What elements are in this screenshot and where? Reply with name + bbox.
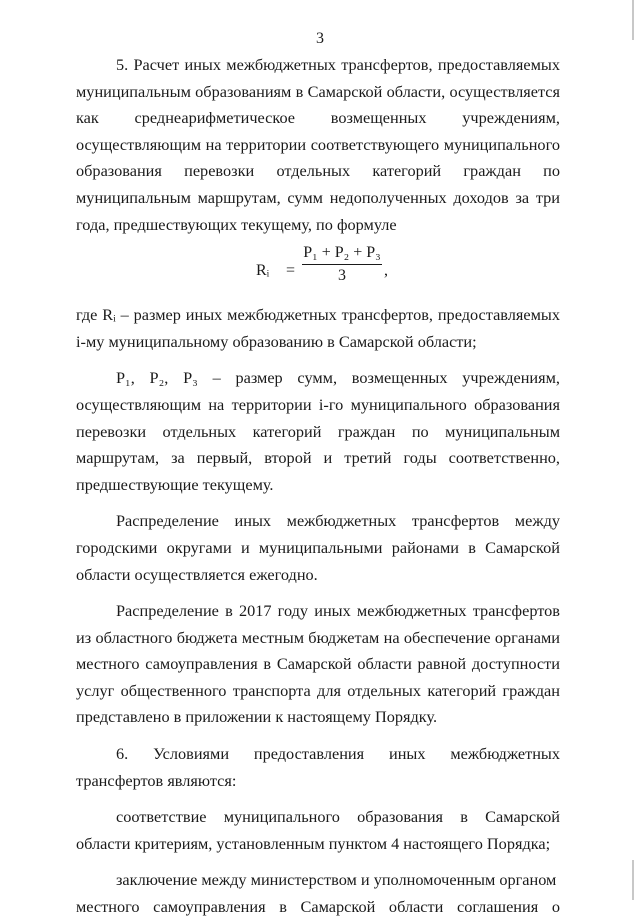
paragraph-6: 6. Условиями предоставления иных межбюджетных трансфертов являются: bbox=[76, 744, 560, 790]
paragraph-where: где Rᵢ – размер иных межбюджетных трансфертов, предоставляемых i-му муниципальному образованию в Самарской области; bbox=[76, 305, 560, 351]
document-body bbox=[76, 52, 560, 921]
word: области bbox=[388, 897, 444, 917]
paragraph-distribution: Распределение иных межбюджетных трансфертов между городскими округами и муниципальными районами в Самарской области осуществляется ежегодно. bbox=[76, 511, 560, 584]
paragraph-terms: P₁, P₂, P₃ – размер сумм, возмещенных учреждениям, осуществляющим на территории i-го муниципального образования перевозки отдельных категорий граждан по муниципальным маршрутам, за первый, второй и третий годы соответственно, предшествующие текущему. bbox=[76, 368, 560, 494]
paragraph-5: 5. Расчет иных межбюджетных трансфертов, предоставляемых муниципальным образованиям в Самарской области, осуществляется как среднеарифметическое возмещенных учреждениям, осуществляющим на территории соответствующего муниципального образования перевозки отдельных категорий граждан по муниципальным маршрутам, сумм недополученных доходов за три года, предшествующих текущему, по формуле bbox=[76, 55, 560, 234]
page-number: 3 bbox=[316, 30, 324, 47]
word: Самарской bbox=[300, 897, 376, 917]
formula-numerator: P₁ + P₂ + P₃ bbox=[302, 242, 382, 265]
formula-equals: = bbox=[286, 262, 296, 280]
word: о bbox=[551, 897, 560, 917]
word: самоуправления bbox=[153, 897, 266, 917]
condition-2-line-1: заключение между министерством и уполномоченным органом bbox=[116, 870, 557, 890]
condition-2-line-2 bbox=[76, 894, 560, 921]
word: в bbox=[279, 897, 287, 917]
formula-comma: , bbox=[384, 262, 388, 280]
formula-lhs: Rᵢ bbox=[256, 262, 270, 280]
paragraph-distribution-2017: Распределение в 2017 году иных межбюджетных трансфертов из областного бюджета местным бюджетам на обеспечение органами местного самоуправления в Самарской области равной доступности услуг общественного транспорта для отдельных категорий граждан представлено в приложении к настоящему Порядку. bbox=[76, 601, 560, 727]
formula bbox=[76, 242, 560, 298]
formula-fraction bbox=[302, 242, 382, 287]
condition-1: соответствие муниципального образования в Самарской области критериям, установленным пунктом 4 настоящего Порядка; bbox=[76, 807, 560, 853]
scan-edge-mark bbox=[632, 860, 634, 900]
word: соглашения bbox=[456, 897, 539, 917]
formula-denominator: 3 bbox=[338, 267, 346, 285]
word: местного bbox=[76, 897, 140, 917]
